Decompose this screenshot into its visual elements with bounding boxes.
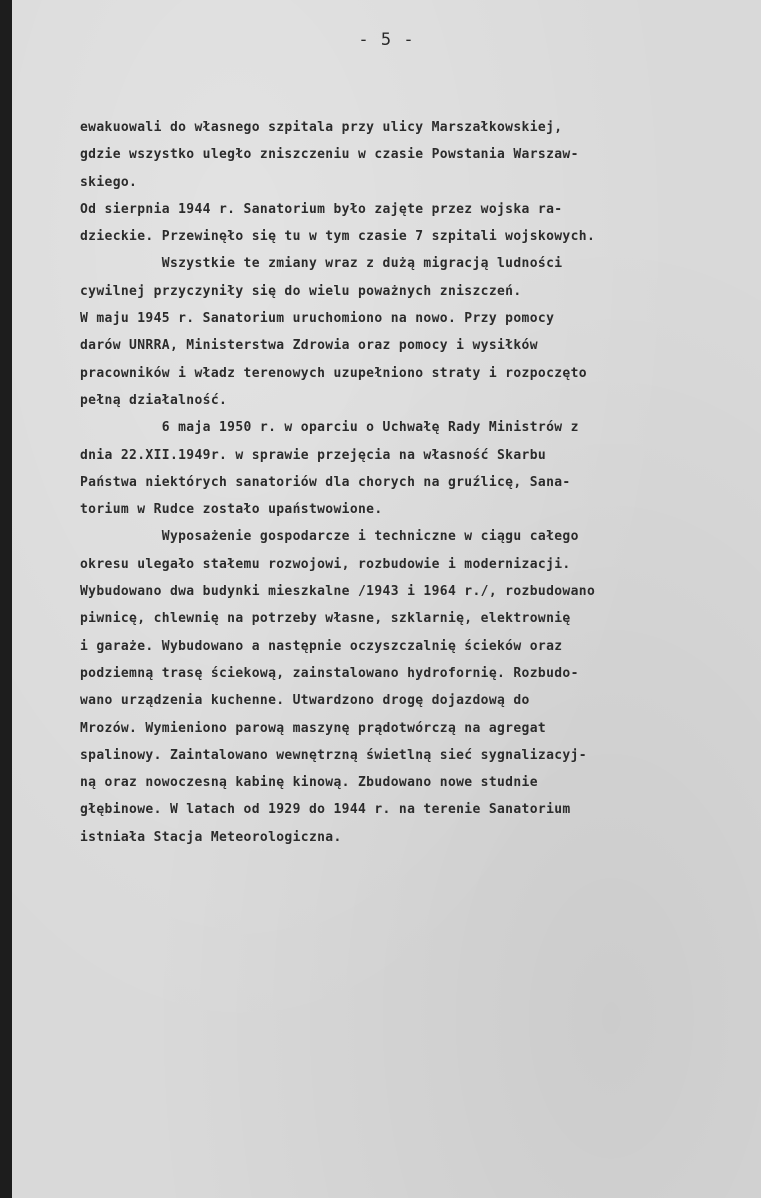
text-line: wano urządzenia kuchenne. Utwardzono drogę dojazdową do bbox=[80, 693, 530, 709]
text-line: okresu ulegało stałemu rozwojowi, rozbudowie i modernizacji. bbox=[80, 556, 571, 572]
text-line: ewakuowali do własnego szpitala przy ulicy Marszałkowskiej, bbox=[80, 120, 563, 135]
text-line: Wyposażenie gospodarcze i techniczne w ciągu całego bbox=[80, 529, 579, 545]
text-line: Państwa niektórych sanatoriów dla chorych na gruźlicę, Sana- bbox=[80, 474, 571, 490]
text-line: pełną działalność. bbox=[80, 392, 228, 408]
text-line: skiego. bbox=[80, 174, 138, 190]
document-page bbox=[12, 0, 761, 1198]
text-line: cywilnej przyczyniły się do wielu poważnych zniszczeń. bbox=[80, 283, 522, 299]
text-line: spalinowy. Zaintalowano wewnętrzną świetlną sieć sygnalizacyj- bbox=[80, 747, 587, 763]
text-line: pracowników i władz terenowych uzupełniono straty i rozpoczęto bbox=[80, 365, 587, 381]
text-line: dnia 22.XII.1949r. w sprawie przejęcia na własność Skarbu bbox=[80, 447, 547, 463]
page-number: - 5 - bbox=[358, 30, 415, 50]
text-line: istniała Stacja Meteorologiczna. bbox=[80, 829, 342, 845]
body-text bbox=[80, 114, 740, 851]
text-line: Od sierpnia 1944 r. Sanatorium było zajęte przez wojska ra- bbox=[80, 201, 563, 217]
text-line: i garaże. Wybudowano a następnie oczyszczalnię ścieków oraz bbox=[80, 638, 563, 654]
text-line: piwnicę, chlewnię na potrzeby własne, szklarnię, elektrownię bbox=[80, 611, 571, 627]
text-line: ną oraz nowoczesną kabinę kinową. Zbudowano nowe studnie bbox=[80, 775, 538, 791]
text-line: gdzie wszystko uległo zniszczeniu w czasie Powstania Warszaw- bbox=[80, 147, 579, 163]
text-line: Wybudowano dwa budynki mieszkalne /1943 i 1964 r./, rozbudowano bbox=[80, 584, 596, 600]
text-line: Wszystkie te zmiany wraz z dużą migracją ludności bbox=[80, 256, 563, 272]
text-line: darów UNRRA, Ministerstwa Zdrowia oraz pomocy i wysiłków bbox=[80, 338, 538, 354]
text-line: 6 maja 1950 r. w oparciu o Uchwałę Rady Ministrów z bbox=[80, 420, 579, 436]
text-line: Mrozów. Wymieniono parową maszynę prądotwórczą na agregat bbox=[80, 720, 547, 736]
text-line: W maju 1945 r. Sanatorium uruchomiono na nowo. Przy pomocy bbox=[80, 311, 555, 327]
text-line: głębinowe. W latach od 1929 do 1944 r. na terenie Sanatorium bbox=[80, 802, 571, 818]
text-line: podziemną trasę ściekową, zainstalowano hydrofornię. Rozbudo- bbox=[80, 665, 579, 681]
text-line: dzieckie. Przewinęło się tu w tym czasie 7 szpitali wojskowych. bbox=[80, 229, 596, 245]
text-line: torium w Rudce zostało upaństwowione. bbox=[80, 502, 383, 518]
